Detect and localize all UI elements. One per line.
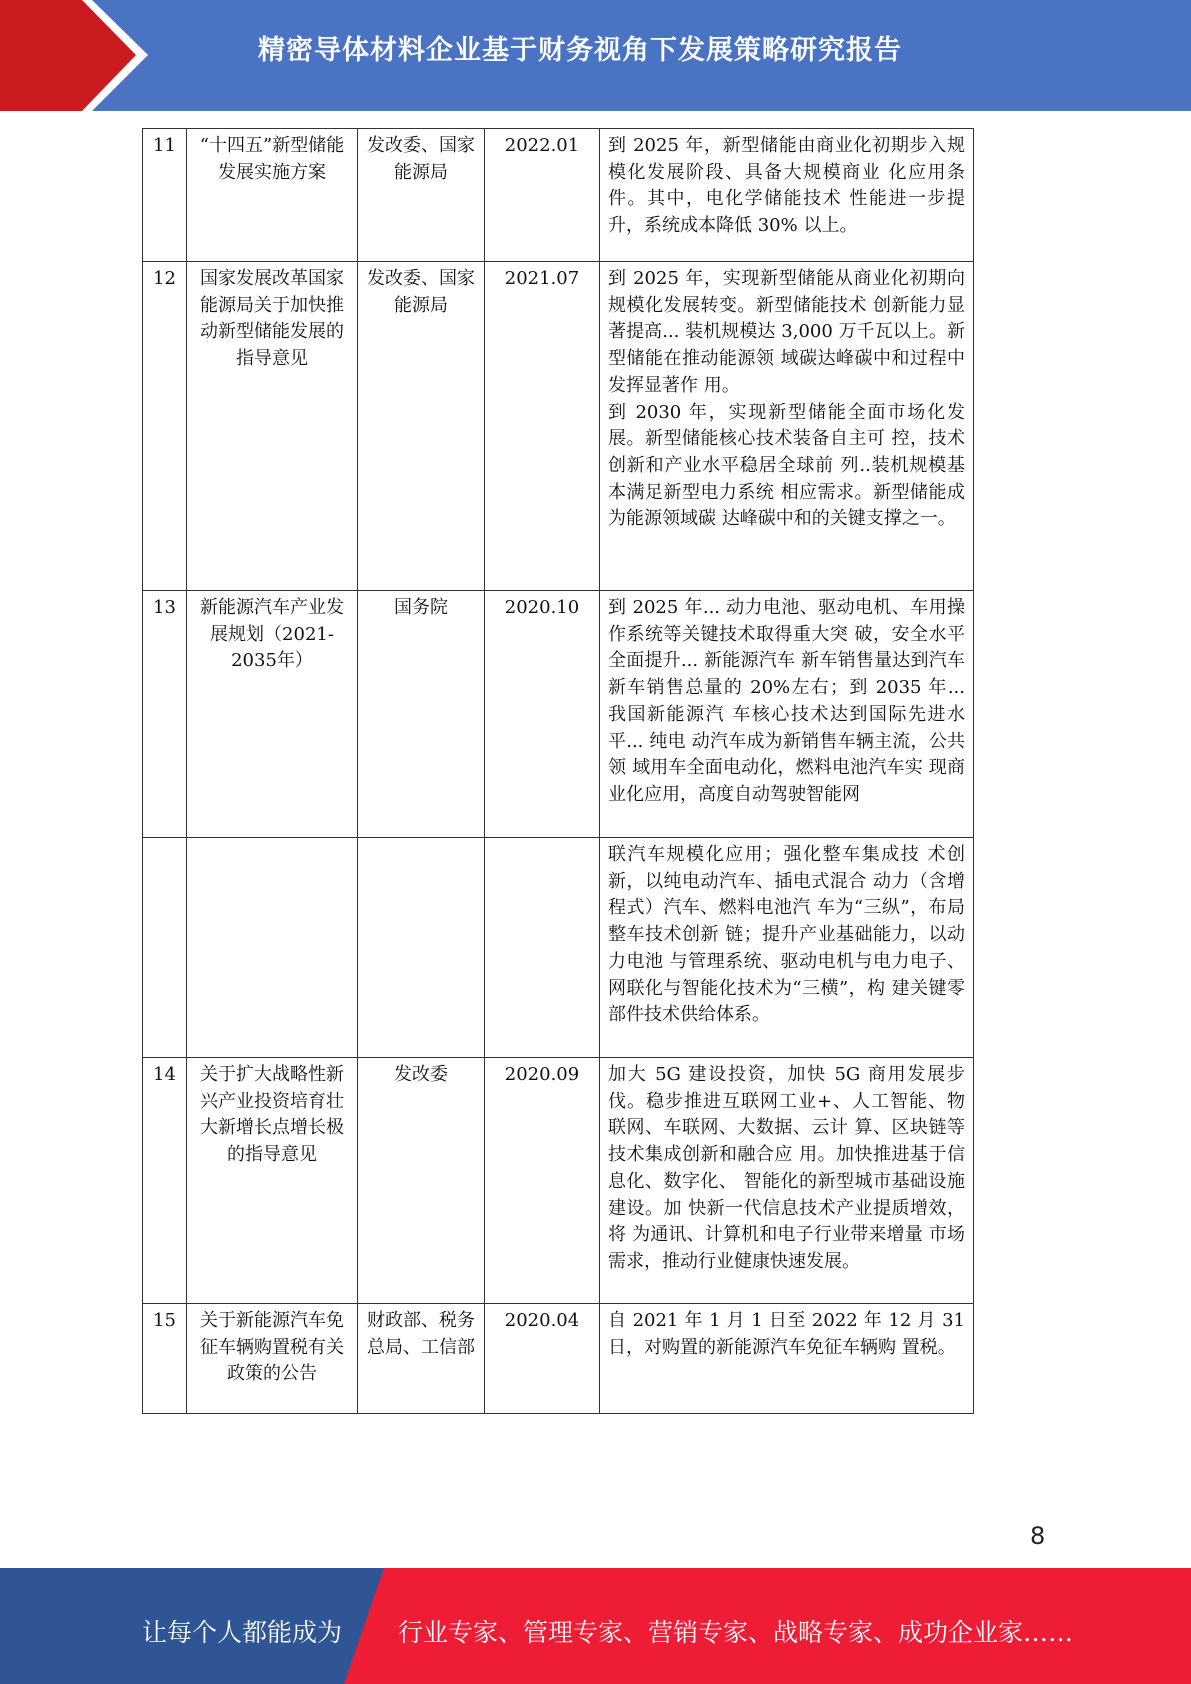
- content-paragraph: 自 2021 年 1 月 1 日至 2022 年 12 月 31 日，对购置的新能源汽车免征车辆购 置税。: [608, 1310, 965, 1358]
- content-paragraph: 加大 5G 建设投资，加快 5G 商用发展步伐。稳步推进互联网工业+、人工智能、物联网、车联网、大数据、云计 算、区块链等技术集成创新和融合应 用。加快推进基于信息化、数字化、 智能化的新型城市基础设施建设。加 快新一代信息技术产业提质增效，将 为通讯、计算机和电子行业带来增量 市场需求，推动行业健康快速发展。: [608, 1064, 965, 1272]
- issuing-department: 发改委、国家能源局: [358, 129, 485, 262]
- content-paragraph: 到 2025 年... 动力电池、驱动电机、车用操作系统等关键技术取得重大突 破，安全水平全面提升... 新能源汽车 新车销售量达到汽车新车销售总量的 20%左右；到 2035 年... 我国新能源汽 车核心技术达到国际先进水平... 纯电 动汽车成为新销售车辆主流，公共领 域用车全面电动化，燃料电池汽车实 现商业化应用，高度自动驾驶智能网: [608, 597, 965, 805]
- issue-date: 2020.04: [485, 1304, 600, 1414]
- issue-date: 2020.09: [485, 1058, 600, 1304]
- document-title: 精密导体材料企业基于财务视角下发展策略研究报告: [258, 35, 902, 66]
- page-number: 8: [1030, 1522, 1046, 1550]
- policy-name: [187, 838, 358, 1058]
- row-number: 13: [143, 591, 187, 838]
- row-number: 12: [143, 262, 187, 591]
- table-row: [143, 262, 974, 591]
- header-arrow-icon: [0, 0, 160, 111]
- table-row: [143, 838, 974, 1058]
- issue-date: 2021.07: [485, 262, 600, 591]
- footer-slogan-left: 让每个人都能成为: [142, 1618, 343, 1647]
- content-paragraph: 联汽车规模化应用；强化整车集成技 术创新，以纯电动汽车、插电式混合 动力（含增程式）汽车、燃料电池汽 车为“三纵”，布局整车技术创新 链；提升产业基础能力，以动力电池 与管理系统、驱动电机与电力电子、 网联化与智能化技术为“三横”，构 建关键零部件技术供给体系。: [608, 844, 965, 1026]
- policy-content: [600, 591, 974, 838]
- policy-name: 国家发展改革国家能源局关于加快推动新型储能发展的指导意见: [187, 262, 358, 591]
- issuing-department: 发改委: [358, 1058, 485, 1304]
- issue-date: 2022.01: [485, 129, 600, 262]
- content-paragraph: 到 2030 年，实现新型储能全面市场化发展。新型储能核心技术装备自主可 控，技术创新和产业水平稳居全球前 列..装机规模基本满足新型电力系统 相应需求。新型储能成为能源领域碳 达峰碳中和的关键支撑之一。: [608, 401, 965, 530]
- issue-date: [485, 838, 600, 1058]
- row-number: 14: [143, 1058, 187, 1304]
- table-row: [143, 1304, 974, 1414]
- page-footer: [0, 1568, 1191, 1684]
- footer-slogan-right: 行业专家、管理专家、营销专家、战略专家、成功企业家……: [398, 1618, 1074, 1647]
- issuing-department: [358, 838, 485, 1058]
- issuing-department: 财政部、税务总局、工信部: [358, 1304, 485, 1414]
- policy-table: [142, 128, 974, 1414]
- policy-content: [600, 1058, 974, 1304]
- policy-content: [600, 129, 974, 262]
- policy-name: 关于扩大战略性新兴产业投资培育壮大新增长点增长极的指导意见: [187, 1058, 358, 1304]
- row-number: 11: [143, 129, 187, 262]
- table-row: [143, 1058, 974, 1304]
- policy-name: 新能源汽车产业发展规划（2021-2035年）: [187, 591, 358, 838]
- policy-name: 关于新能源汽车免征车辆购置税有关政策的公告: [187, 1304, 358, 1414]
- page-header: [0, 0, 1191, 111]
- policy-name: “十四五”新型储能发展实施方案: [187, 129, 358, 262]
- row-number: 15: [143, 1304, 187, 1414]
- issuing-department: 国务院: [358, 591, 485, 838]
- issue-date: 2020.10: [485, 591, 600, 838]
- table-row: [143, 591, 974, 838]
- issuing-department: 发改委、国家能源局: [358, 262, 485, 591]
- content-paragraph: 到 2025 年，实现新型储能从商业化初期向规模化发展转变。新型储能技术 创新能力显著提高... 装机规模达 3,000 万千瓦以上。新型储能在推动能源领 域碳达峰碳中和过程中发挥显著作 用。: [608, 268, 965, 396]
- table-row: [143, 129, 974, 262]
- content-paragraph: 到 2025 年，新型储能由商业化初期步入规模化发展阶段、具备大规模商业 化应用条件。其中，电化学储能技术 性能进一步提升，系统成本降低 30% 以上。: [608, 135, 965, 237]
- policy-content: [600, 838, 974, 1058]
- policy-content: [600, 262, 974, 591]
- row-number: [143, 838, 187, 1058]
- policy-content: [600, 1304, 974, 1414]
